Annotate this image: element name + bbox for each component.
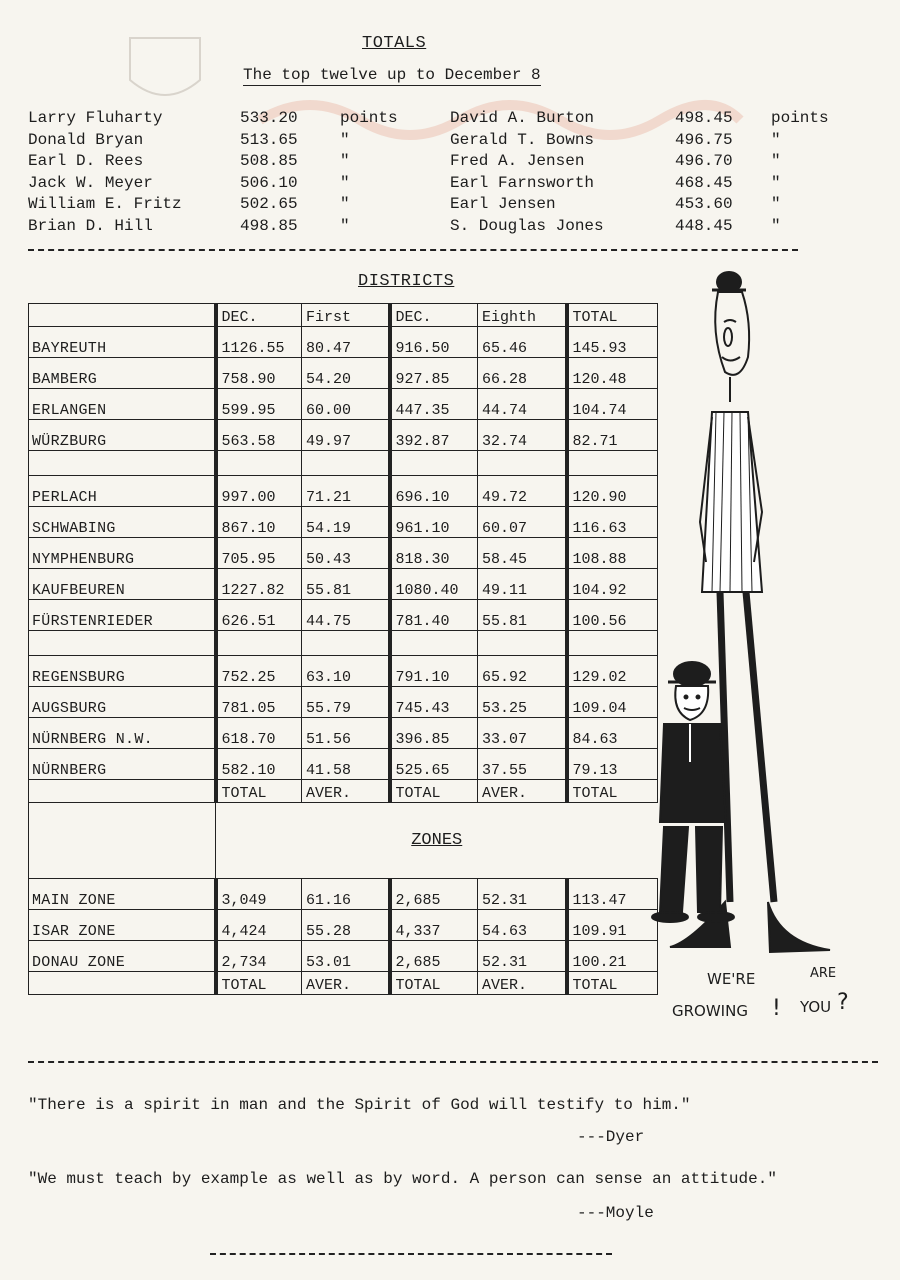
scorer-unit: " [340, 173, 350, 192]
top-scorer-row [450, 173, 801, 195]
cell-value: 997.00 [216, 476, 302, 507]
cell-value [216, 631, 302, 656]
row-label: AUGSBURG [29, 687, 216, 718]
scorer-points: 468.45 [675, 173, 733, 192]
row-label: BAYREUTH [29, 327, 216, 358]
cell-value: 525.65 [390, 749, 478, 780]
cell-value [390, 631, 478, 656]
cell-value [302, 451, 390, 476]
top-scorer-row [28, 216, 370, 238]
top-twelve-left [28, 108, 398, 238]
cell-value: 54.63 [478, 910, 567, 941]
district-row [29, 656, 658, 687]
cell-value: First [302, 304, 390, 327]
cell-value: 55.28 [302, 910, 390, 941]
row-label: PERLACH [29, 476, 216, 507]
zone-row [29, 879, 658, 910]
cell-value: 55.79 [302, 687, 390, 718]
cartoon-caption-were: WE'RE [707, 970, 756, 988]
zone-row [29, 941, 658, 972]
zones-heading-text: ZONES [411, 831, 463, 850]
row-label: NÜRNBERG [29, 749, 216, 780]
cell-value: 100.21 [567, 941, 658, 972]
cell-value: 927.85 [390, 358, 478, 389]
district-row [29, 569, 658, 600]
scorer-points: 513.65 [240, 130, 298, 149]
cell-value: TOTAL [216, 780, 302, 803]
cell-value: 108.88 [567, 538, 658, 569]
cell-value: 791.10 [390, 656, 478, 687]
district-row [29, 687, 658, 718]
zones-heading-row [29, 803, 658, 879]
district-row [29, 420, 658, 451]
cell-value: 58.45 [478, 538, 567, 569]
row-label: FÜRSTENRIEDER [29, 600, 216, 631]
cell-value: 53.25 [478, 687, 567, 718]
cartoon-tall-and-short-men [650, 262, 890, 962]
cell-value: 65.46 [478, 327, 567, 358]
cell-value: 3,049 [216, 879, 302, 910]
cell-value: 80.47 [302, 327, 390, 358]
scorer-points: 496.70 [675, 152, 733, 171]
cell-value: TOTAL [390, 972, 478, 995]
cell-value: 4,337 [390, 910, 478, 941]
district-row [29, 749, 658, 780]
cell-value [567, 631, 658, 656]
cell-value: 100.56 [567, 600, 658, 631]
divider-line [28, 249, 798, 251]
scorer-unit: " [771, 152, 781, 171]
row-label: REGENSBURG [29, 656, 216, 687]
cell-value: 44.75 [302, 600, 390, 631]
row-label: BAMBERG [29, 358, 216, 389]
cell-value: 60.07 [478, 507, 567, 538]
row-label: WÜRZBURG [29, 420, 216, 451]
scorer-name: Brian D. Hill [28, 216, 153, 235]
cartoon-caption-growing: GROWING [672, 1002, 748, 1020]
cell-value: AVER. [478, 780, 567, 803]
cell-value: 120.90 [567, 476, 658, 507]
top-scorer-row [450, 108, 829, 130]
cell-value: 52.31 [478, 879, 567, 910]
quote-moyle-author: ---Moyle [577, 1204, 654, 1222]
districts-table [28, 303, 658, 995]
scorer-unit: " [771, 173, 781, 192]
scorer-unit: points [771, 109, 829, 127]
row-label: NÜRNBERG N.W. [29, 718, 216, 749]
cell-value: 758.90 [216, 358, 302, 389]
scorer-name: S. Douglas Jones [450, 216, 604, 235]
cell-value: 396.85 [390, 718, 478, 749]
cell-value [478, 631, 567, 656]
zones-footer-row [29, 972, 658, 995]
cell-value: 1227.82 [216, 569, 302, 600]
cell-value: 49.97 [302, 420, 390, 451]
cell-value: 71.21 [302, 476, 390, 507]
cell-value: 4,424 [216, 910, 302, 941]
cell-value: 51.56 [302, 718, 390, 749]
faded-stamp-watermark [120, 30, 210, 110]
scorer-unit: " [771, 216, 781, 235]
row-label: ISAR ZONE [29, 910, 216, 941]
top-scorer-row [450, 194, 801, 216]
quote-moyle: "We must teach by example as well as by word. A person can sense an attitude." [28, 1170, 777, 1188]
row-label [29, 451, 216, 476]
table-footer-row [29, 780, 658, 803]
scorer-name: Fred A. Jensen [450, 152, 585, 171]
cell-value: Eighth [478, 304, 567, 327]
cell-value: 65.92 [478, 656, 567, 687]
row-label: KAUFBEUREN [29, 569, 216, 600]
top-scorer-row [28, 194, 370, 216]
cell-value: 582.10 [216, 749, 302, 780]
cell-value: 55.81 [478, 600, 567, 631]
cell-value: 79.13 [567, 749, 658, 780]
district-row [29, 476, 658, 507]
divider-line-lower [28, 1061, 878, 1063]
district-row [29, 718, 658, 749]
cell-value: 599.95 [216, 389, 302, 420]
row-label: MAIN ZONE [29, 879, 216, 910]
scorer-name: Jack W. Meyer [28, 173, 153, 192]
scorer-name: Earl Jensen [450, 195, 556, 214]
cell-value: 447.35 [390, 389, 478, 420]
cell-value: 37.55 [478, 749, 567, 780]
cell-value: 53.01 [302, 941, 390, 972]
cell-value: 113.47 [567, 879, 658, 910]
cartoon-caption-are: ARE [810, 966, 837, 981]
zones-heading [216, 803, 658, 879]
scorer-unit: " [340, 130, 350, 149]
cell-value: AVER. [478, 972, 567, 995]
cell-value: TOTAL [567, 304, 658, 327]
group-spacer-row [29, 631, 658, 656]
top-scorer-row [450, 151, 801, 173]
district-row [29, 507, 658, 538]
quote-dyer: "There is a spirit in man and the Spirit of God will testify to him." [28, 1096, 691, 1114]
districts-heading: DISTRICTS [358, 272, 455, 291]
zones-spacer [29, 803, 216, 879]
scorer-points: 506.10 [240, 173, 298, 192]
top-scorer-row [28, 151, 370, 173]
cell-value: 867.10 [216, 507, 302, 538]
cell-value: 392.87 [390, 420, 478, 451]
cell-value: 55.81 [302, 569, 390, 600]
cell-value: 961.10 [390, 507, 478, 538]
cell-value: TOTAL [567, 972, 658, 995]
scorer-name: David A. Burton [450, 109, 595, 127]
cell-value: 781.40 [390, 600, 478, 631]
scorer-unit: " [340, 216, 350, 235]
cell-value: 52.31 [478, 941, 567, 972]
cell-value: 54.20 [302, 358, 390, 389]
cell-value [567, 451, 658, 476]
cell-value: AVER. [302, 780, 390, 803]
district-row [29, 327, 658, 358]
cell-value: 1126.55 [216, 327, 302, 358]
cell-value: 109.91 [567, 910, 658, 941]
row-label [29, 304, 216, 327]
scorer-unit: " [340, 152, 350, 171]
cell-value: 2,685 [390, 941, 478, 972]
cell-value: AVER. [302, 972, 390, 995]
scorer-unit: points [340, 109, 398, 127]
district-row [29, 600, 658, 631]
cell-value: 818.30 [390, 538, 478, 569]
cell-value [390, 451, 478, 476]
cell-value: 109.04 [567, 687, 658, 718]
divider-line-bottom [210, 1253, 612, 1255]
scorer-unit: " [771, 130, 781, 149]
top-scorer-row [28, 130, 370, 152]
scorer-points: 448.45 [675, 216, 733, 235]
quote-dyer-author: ---Dyer [577, 1128, 645, 1146]
district-row [29, 358, 658, 389]
scorer-unit: " [771, 195, 781, 214]
cell-value: 33.07 [478, 718, 567, 749]
cell-value: 49.72 [478, 476, 567, 507]
cell-value: 781.05 [216, 687, 302, 718]
cell-value: 54.19 [302, 507, 390, 538]
cell-value: 82.71 [567, 420, 658, 451]
scorer-points: 453.60 [675, 195, 733, 214]
scorer-name: Donald Bryan [28, 130, 144, 149]
scorer-points: 508.85 [240, 152, 298, 171]
top-twelve-right [450, 108, 829, 238]
cell-value: 696.10 [390, 476, 478, 507]
scorer-name: Earl D. Rees [28, 152, 144, 171]
scorer-points: 496.75 [675, 130, 733, 149]
row-label: DONAU ZONE [29, 941, 216, 972]
cartoon-caption-exclaim: ! [772, 996, 781, 1021]
cell-value: TOTAL [567, 780, 658, 803]
cell-value: 705.95 [216, 538, 302, 569]
cell-value: 563.58 [216, 420, 302, 451]
cell-value: TOTAL [216, 972, 302, 995]
cell-value: 104.74 [567, 389, 658, 420]
cell-value: 50.43 [302, 538, 390, 569]
scorer-name: Larry Fluharty [28, 109, 163, 127]
cell-value: 916.50 [390, 327, 478, 358]
row-label [29, 780, 216, 803]
cell-value: 41.58 [302, 749, 390, 780]
cell-value: 2,685 [390, 879, 478, 910]
row-label: SCHWABING [29, 507, 216, 538]
cell-value: 61.16 [302, 879, 390, 910]
district-row [29, 538, 658, 569]
scorer-name: Gerald T. Bowns [450, 130, 595, 149]
cell-value: 66.28 [478, 358, 567, 389]
group-spacer-row [29, 451, 658, 476]
totals-subheading: The top twelve up to December 8 [243, 66, 541, 84]
table-header-row [29, 304, 658, 327]
cell-value [216, 451, 302, 476]
scorer-name: Earl Farnsworth [450, 173, 595, 192]
totals-heading: TOTALS [362, 34, 427, 53]
cell-value [478, 451, 567, 476]
cell-value: 1080.40 [390, 569, 478, 600]
row-label: ERLANGEN [29, 389, 216, 420]
scorer-name: William E. Fritz [28, 195, 182, 214]
cell-value: 2,734 [216, 941, 302, 972]
cell-value: 104.92 [567, 569, 658, 600]
scorer-points: 533.20 [240, 109, 298, 127]
district-row [29, 389, 658, 420]
cell-value: 116.63 [567, 507, 658, 538]
cell-value: TOTAL [390, 780, 478, 803]
row-label [29, 631, 216, 656]
cartoon-caption-you: YOU [800, 998, 832, 1016]
scorer-unit: " [340, 195, 350, 214]
top-scorer-row [28, 173, 370, 195]
zone-row [29, 910, 658, 941]
scorer-points: 498.85 [240, 216, 298, 235]
cell-value [302, 631, 390, 656]
cell-value: 145.93 [567, 327, 658, 358]
cell-value: 44.74 [478, 389, 567, 420]
top-scorer-row [450, 130, 801, 152]
cell-value: 84.63 [567, 718, 658, 749]
cell-value: 626.51 [216, 600, 302, 631]
cell-value: 745.43 [390, 687, 478, 718]
cell-value: 120.48 [567, 358, 658, 389]
scorer-points: 498.45 [675, 109, 733, 127]
cell-value: 129.02 [567, 656, 658, 687]
cell-value: DEC. [216, 304, 302, 327]
scorer-points: 502.65 [240, 195, 298, 214]
cell-value: 618.70 [216, 718, 302, 749]
top-scorer-row [450, 216, 801, 238]
cell-value: 752.25 [216, 656, 302, 687]
cell-value: 32.74 [478, 420, 567, 451]
cell-value: DEC. [390, 304, 478, 327]
cell-value: 49.11 [478, 569, 567, 600]
row-label: NYMPHENBURG [29, 538, 216, 569]
cell-value: 63.10 [302, 656, 390, 687]
top-scorer-row [28, 108, 398, 130]
cartoon-caption-question: ? [837, 990, 849, 1015]
cell-value: 60.00 [302, 389, 390, 420]
row-label [29, 972, 216, 995]
